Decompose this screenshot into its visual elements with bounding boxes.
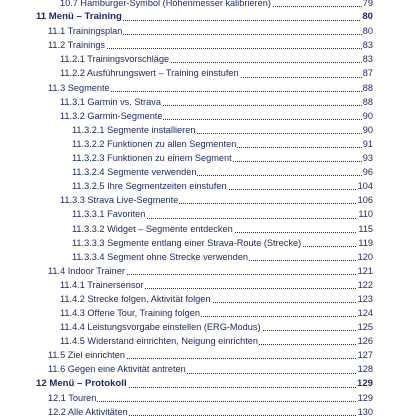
- toc-entry-row[interactable]: [0, 207, 400, 221]
- toc-page-number: 104: [357, 181, 373, 192]
- toc-page-number: 122: [357, 279, 373, 290]
- toc-entry-row[interactable]: [0, 137, 400, 151]
- toc-entry-row[interactable]: [0, 123, 400, 137]
- toc-entry-label: 11.3.3 Strava Live-Segmente: [60, 195, 179, 206]
- toc-page-number: 88: [362, 82, 373, 93]
- toc-entry-label: 11.2 Trainings: [48, 40, 106, 51]
- toc-entry-row[interactable]: [0, 109, 400, 123]
- toc-entry-row[interactable]: [0, 362, 400, 376]
- toc-page-number: 121: [357, 265, 373, 276]
- toc-entry-label: 11.3.2 Garmin-Segmente: [60, 110, 163, 121]
- toc-page-number: 120: [357, 251, 373, 262]
- toc-entry-row[interactable]: [0, 348, 400, 362]
- toc-page-number: 115: [358, 223, 373, 234]
- toc-entry-label: 11.1 Trainingsplan: [48, 26, 123, 37]
- toc-entry-row[interactable]: [0, 264, 400, 278]
- toc-entry-row[interactable]: [0, 193, 400, 207]
- toc-page-number: 90: [362, 124, 373, 135]
- toc-page-number: 87: [362, 68, 373, 79]
- toc-page-number: 124: [357, 308, 373, 319]
- toc-entry-label: 11.3.3.2 Widget – Segmente entdecken: [72, 223, 233, 234]
- toc-entry-label: 11.3.2.5 Ihre Segmentzeiten einstufen: [72, 181, 227, 192]
- toc-entry-label: 11.6 Gegen eine Aktivität antreten: [48, 364, 186, 375]
- toc-page-number: 123: [357, 293, 373, 304]
- toc-page-number: 93: [362, 153, 373, 164]
- toc-entry-label: 11.4.1 Trainersensor: [60, 279, 144, 290]
- toc-entry-row[interactable]: [0, 151, 400, 165]
- toc-entry-label: 11.3 Segmente: [48, 82, 110, 93]
- toc-entry-row[interactable]: [0, 66, 400, 80]
- toc-entry-label: 11.2.1 Trainingsvorschläge: [60, 54, 170, 65]
- toc-entry-row[interactable]: [0, 222, 400, 236]
- toc-page-number: 91: [362, 138, 373, 149]
- toc-entry-label: 11.3.2.2 Funktionen zu allen Segmenten: [72, 138, 237, 149]
- toc-entry-label: 10.7 Hamburger-Symbol (Höhenmesser kalibrieren): [60, 0, 272, 10]
- toc-page-number: 127: [357, 350, 373, 361]
- toc-page-number: 110: [358, 209, 373, 220]
- toc-entry-row[interactable]: [0, 334, 400, 348]
- toc-entry-label: 11.3.3.3 Segmente entlang einer Strava-Route (Strecke): [72, 237, 302, 248]
- toc-entry-label: 11.4.2 Strecke folgen, Aktivität folgen: [60, 293, 211, 304]
- toc-entry-label: 11.4 Indoor Trainer: [48, 265, 125, 276]
- toc-page-number: 130: [357, 406, 373, 417]
- toc-page-number: 79: [362, 0, 373, 10]
- toc-entry-row[interactable]: [0, 278, 400, 292]
- toc-entry-label: 11.3.1 Garmin vs. Strava: [60, 96, 161, 107]
- toc-entry-row[interactable]: [0, 24, 400, 38]
- toc-entry-label: 11.3.3.4 Segment ohne Strecke verwenden: [72, 251, 249, 262]
- toc-page-number: 90: [362, 110, 373, 121]
- toc-entry-label: 11.5 Ziel einrichten: [48, 350, 125, 361]
- toc-entry-row[interactable]: [0, 320, 400, 334]
- toc-entry-label: 12.2 Alle Aktivitäten: [48, 406, 128, 417]
- toc-chapter-row[interactable]: [0, 10, 400, 24]
- toc-page-number: 106: [357, 195, 373, 206]
- toc-entry-row[interactable]: [0, 95, 400, 109]
- toc-entry-label: 11.2.2 Ausführungswert – Training einstufen: [60, 68, 239, 79]
- toc-entry-label: 12.1 Touren: [48, 392, 97, 403]
- toc-entry-label: 11.3.3.1 Favoriten: [72, 209, 146, 220]
- toc-entry-label: 11.3.2.3 Funktionen zu einem Segment: [72, 153, 232, 164]
- toc-entry-label: 12 Menü – Protokoll: [36, 377, 127, 389]
- toc-page-number: 80: [362, 26, 373, 37]
- toc-entry-row[interactable]: [0, 0, 400, 10]
- toc-entry-row[interactable]: [0, 306, 400, 320]
- toc-page-number: 126: [357, 336, 373, 347]
- toc-entry-row[interactable]: [0, 391, 400, 405]
- toc-page-number: 129: [357, 392, 373, 403]
- toc-entry-row[interactable]: [0, 236, 400, 250]
- toc-entry-label: 11 Menü – Training: [36, 11, 122, 23]
- toc-page-number: 83: [362, 54, 373, 65]
- toc-entry-label: 11.3.2.4 Segmente verwenden: [72, 167, 197, 178]
- toc-entry-row[interactable]: [0, 405, 400, 419]
- toc-chapter-row[interactable]: [0, 377, 400, 391]
- toc-entry-row[interactable]: [0, 38, 400, 52]
- toc-page-number: 96: [362, 167, 373, 178]
- toc-entry-row[interactable]: [0, 81, 400, 95]
- toc-page-number: 119: [358, 237, 373, 248]
- toc-page-number: 125: [357, 322, 373, 333]
- toc-entry-row[interactable]: [0, 165, 400, 179]
- toc-entry-row[interactable]: [0, 250, 400, 264]
- toc-entry-row[interactable]: [0, 52, 400, 66]
- toc-page-number: 129: [356, 377, 373, 389]
- toc-entry-label: 11.4.3 Offene Tour, Training folgen: [60, 308, 200, 319]
- toc-entry-label: 11.4.5 Widerstand einrichten, Neigung einrichten: [60, 336, 258, 347]
- toc-entry-label: 11.3.2.1 Segmente installieren: [72, 124, 196, 135]
- toc-entry-row[interactable]: [0, 179, 400, 193]
- toc-page-number: 128: [357, 364, 373, 375]
- toc-entry-label: 11.4.4 Leistungsvorgabe einstellen (ERG-Modus): [60, 322, 261, 333]
- toc-page-number: 88: [362, 96, 373, 107]
- toc-page-number: 83: [362, 40, 373, 51]
- toc-entry-row[interactable]: [0, 292, 400, 306]
- toc-page-number: 80: [362, 11, 373, 23]
